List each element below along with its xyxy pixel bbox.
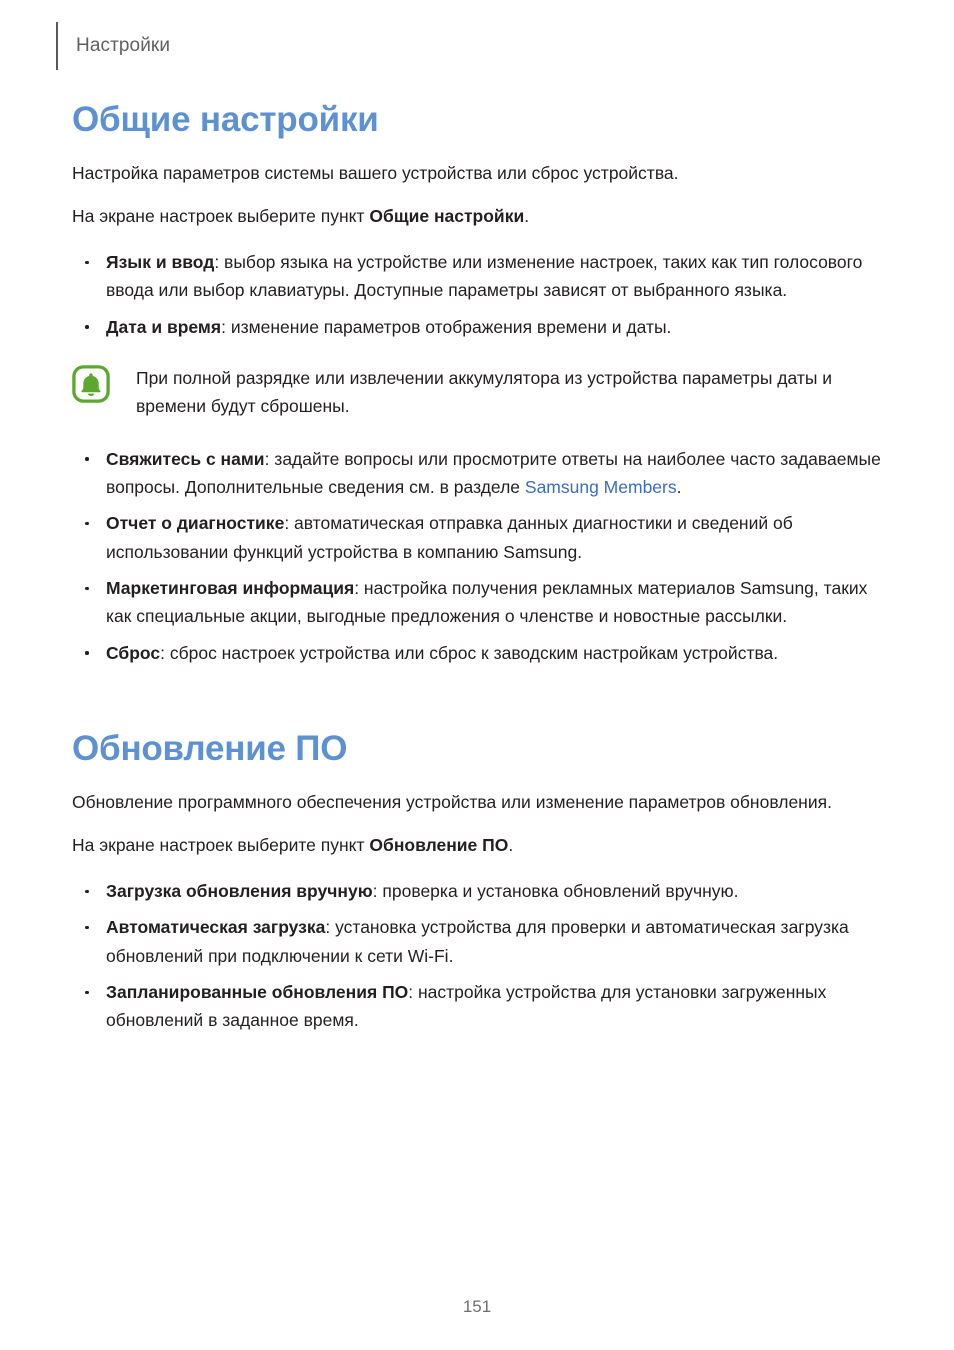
list-item-term: Запланированные обновления ПО — [106, 982, 409, 1003]
bullet-dot-icon — [85, 926, 89, 930]
settings-path-target: Общие настройки — [369, 205, 525, 226]
bullet-dot-icon — [85, 457, 89, 461]
list-item-term: Маркетинговая информация — [106, 578, 355, 599]
list-item-description: : задайте вопросы или просмотрите ответы на наиболее часто задаваемые вопросы. Дополнительные сведения см. в разделе — [106, 448, 881, 497]
settings-path-prefix: На экране настроек выберите пункт — [72, 205, 370, 226]
list-item — [72, 913, 884, 970]
settings-options-list-a — [72, 248, 884, 341]
page-title-general-settings: Общие настройки — [72, 100, 379, 139]
running-header — [56, 22, 170, 70]
settings-options-list-b — [72, 445, 884, 667]
settings-path-paragraph — [72, 833, 884, 858]
settings-path-suffix: . — [524, 205, 530, 226]
list-item-description-tail: . — [676, 477, 682, 497]
section-software-update — [72, 729, 884, 1035]
list-item-term: Язык и ввод — [106, 251, 215, 272]
section-intro-paragraph: Настройка параметров системы вашего устройства или сброс устройства. — [72, 163, 679, 184]
settings-path-paragraph — [72, 204, 884, 229]
list-item-term: Сброс — [106, 642, 161, 663]
settings-path-target: Обновление ПО — [369, 834, 509, 855]
list-item — [72, 877, 884, 905]
section-intro-paragraph: Обновление программного обеспечения устройства или изменение параметров обновления. — [72, 792, 832, 813]
list-item — [72, 639, 884, 667]
list-item — [72, 445, 884, 502]
list-item-description: : проверка и установка обновлений вручную. — [372, 881, 739, 901]
list-item-term: Свяжитесь с нами — [106, 448, 265, 469]
list-item-description: : изменение параметров отображения времени и даты. — [221, 316, 672, 337]
bullet-dot-icon — [85, 522, 89, 526]
bullet-dot-icon — [85, 261, 89, 265]
content-column — [72, 100, 884, 1035]
list-item-term: Дата и время — [106, 316, 222, 337]
samsung-members-link[interactable]: Samsung Members — [524, 477, 677, 497]
bullet-dot-icon — [85, 325, 89, 329]
note-text: При полной разрядке или извлечении аккумулятора из устройства параметры даты и времени будут сброшены. — [136, 367, 833, 417]
settings-path-prefix: На экране настроек выберите пункт — [72, 834, 370, 855]
list-item — [72, 978, 884, 1035]
list-item-description: : настройка получения рекламных материалов Samsung, таких как специальные акции, выгодные предложения о членстве и новостные рассылки. — [106, 578, 868, 627]
bullet-dot-icon — [85, 890, 89, 894]
list-item — [72, 248, 884, 305]
header-divider-rule — [56, 22, 58, 70]
page-title-software-update: Обновление ПО — [72, 729, 348, 769]
list-item-description: : сброс настроек устройства или сброс к заводским настройкам устройства. — [160, 642, 779, 663]
list-item-term: Загрузка обновления вручную — [106, 881, 373, 901]
bullet-dot-icon — [85, 587, 89, 591]
list-item-description: : настройка устройства для установки загруженных обновлений в заданное время. — [106, 982, 827, 1031]
list-item — [72, 574, 884, 631]
list-item-description: : выбор языка на устройстве или изменение настроек, таких как тип голосового ввода или выбор клавиатуры. Доступные параметры зависят от выбранного языка. — [106, 251, 863, 301]
running-header-title: Настройки — [76, 35, 171, 56]
page-number: 151 — [462, 1297, 492, 1316]
list-item-description: : установка устройства для проверки и автоматическая загрузка обновлений при подключении к сети Wi-Fi. — [106, 917, 849, 966]
bullet-dot-icon — [85, 651, 89, 655]
settings-path-suffix: . — [508, 834, 514, 855]
list-item-term: Автоматическая загрузка — [106, 917, 326, 938]
note-callout — [72, 363, 884, 421]
list-item — [72, 313, 884, 341]
list-item-term: Отчет о диагностике — [106, 513, 285, 534]
list-item — [72, 509, 884, 566]
list-item-description: : автоматическая отправка данных диагностики и сведений об использовании функций устройства в компанию Samsung. — [106, 513, 793, 562]
section-general-settings — [72, 100, 884, 667]
software-update-options-list — [72, 877, 884, 1035]
bullet-dot-icon — [85, 991, 89, 995]
bell-icon — [72, 365, 110, 403]
